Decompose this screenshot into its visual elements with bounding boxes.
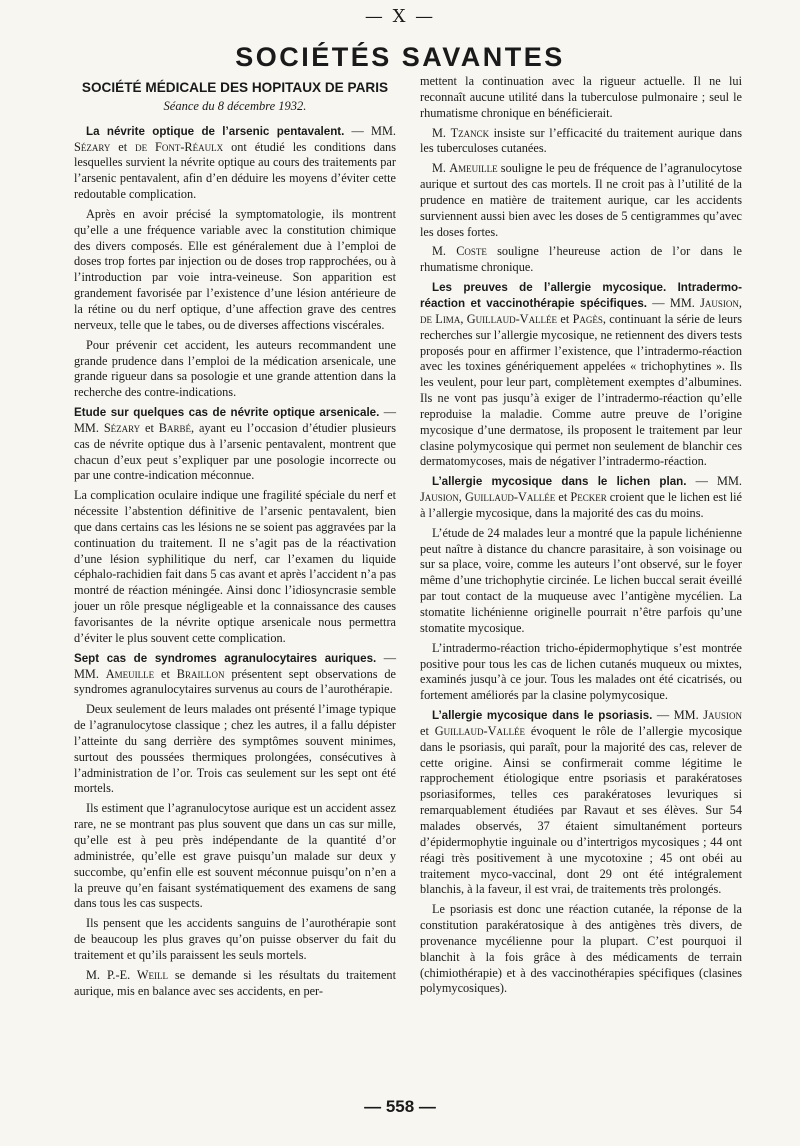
paragraph: Ils estiment que l’agranulocytose aurique est un accident assez rare, ne se montrant pas plus souvent que dans un cas sur mille, qu’elle est à peu près indépendante de la quantité d’or administrée, qu’elle est grave puisqu’un malade sur deux y succombe, qu’enfin elle est souvent méconnue puisqu’on n’en a la preuve qu’en faisant systématiquement des examens de sang dans tous les cas suspects.: [74, 801, 396, 911]
abstract-title: L’allergie mycosique dans le psoriasis.: [432, 709, 653, 723]
author: Ameuille: [105, 666, 155, 681]
author: Barbé: [158, 420, 192, 435]
abstract-text: présentent sept observations de syndromes agranulocytaires survenus au cours de l’aurothérapie.: [74, 666, 396, 697]
abstract-text: évoquent le rôle de l’allergie mycosique dans le psoriasis, qui paraît, pour la majorité des cas, relever de cette origine. Ainsi se confirmerait comme légitime le rapprochement étiologique entre psoriasis et parakératoses psoriasiformes, telles ces parakératoses levuriques si remarquablement étudiées par Ravaut et ses élèves. Sur 54 malades observés, 37 étaient simultanément porteurs d’épidermophytie inguinale ou d’intertrigos mycosiques ; 44 ont réagi très positivement à une mycotoxine ; 45 ont obéi au traitement myco-vaccinal, dont 29 ont été intégralement blanchis, à la faveur, il est vrai, de traitements très prolongés.: [420, 723, 742, 897]
author: Jausion: [700, 295, 739, 310]
author: Coste: [456, 244, 487, 259]
author: de Lima: [420, 311, 461, 326]
left-column: [74, 74, 396, 1003]
abstract-text: ont étudié les conditions dans lesquelles survient la névrite optique au cours des traitements par l’arsenic pentavalent, afin d’en déduire les moyens d’éviter cette redoutable complication.: [74, 139, 396, 202]
paragraph: Le psoriasis est donc une réaction cutanée, la réponse de la constitution parakératosique à des antigènes très divers, de provenance mycélienne pour la plupart. C’est pourquoi il blanchit à la fois grâce à des médicaments de terrain (chimiothérapie) et à des vaccinothérapies spécifiques (clasines polymycosiques).: [420, 902, 742, 996]
abstract-title: L’allergie mycosique dans le lichen plan.: [432, 475, 687, 489]
abstract-nevrite-arsenicale: Etude sur quelques cas de névrite optique arsenicale. — MM. Sézary et Barbé, ayant eu l’occasion d’étudier plusieurs cas de névrite optique dus à l’arsenic pentavalent, montrent que chacun d’eux peut s’expliquer par une posologie incorrecte ou par une contre-indication méconnue.: [74, 405, 396, 483]
author: P.-E. Weill: [106, 967, 168, 982]
author: Sézary: [74, 139, 111, 154]
paragraph: Après en avoir précisé la symptomatologie, ils montrent qu’elle a une fréquence variable avec la constitution chimique des divers composés. Elle est généralement due à l’emploi de doses trop fortes par injection ou de doses trop rapprochées, ou à l’introduction par voie intra-veineuse. Son apparition est grandement favorisée par l’existence d’une lésion antérieure de la rétine ou du nerf optique, d’une affection grave des centres nerveux, telle que le tabes, ou de diverses affections viscérales.: [74, 206, 396, 332]
running-head: — X —: [364, 6, 436, 27]
author: Guillaud-Vallée: [464, 490, 556, 505]
discussion-text: se demande si les résultats du traitement aurique, mis en balance avec ses accidents, en per-: [74, 967, 396, 998]
author: Ameuille: [449, 161, 498, 176]
abstract-lichen-plan: L’allergie mycosique dans le lichen plan. — MM. Jausion, Guillaud-Vallée et Pecker croient que le lichen est lié à l’allergie mycosique, dans la majorité des cas du moins.: [420, 474, 743, 520]
page-number: — 558 —: [364, 1097, 436, 1116]
author: Braillon: [176, 666, 225, 681]
paragraph: La complication oculaire indique une fragilité spéciale du nerf et nécessite l’abstention définitive de l’arsenic pentavalent, bien que dans certains cas les lésions ne se soient pas aggravées par la continuation du traitement. Il ne s’agit pas de la réactivation d’une lésion syphilitique du nerf, car l’examen du liquide céphalo-rachidien fait dans 5 cas avant et après l’accident n’a pas montré de réaction méningée. Ainsi donc l’idiosyncrasie semble jouer un rôle presque négligeable et la connaissance des causes favorisantes de la névrite optique arsenicale nous permettra d’éviter le plus souvent cette complication.: [74, 488, 396, 645]
abstract-title: Les preuves de l’allergie mycosique. Intradermo-réaction et vaccinothérapie spécifiques.: [420, 281, 742, 310]
paragraph: Deux seulement de leurs malades ont présenté l’image typique de l’agranulocytose classique ; chez les autres, il a fallu dépister l’atteinte du sang derrière des symptômes souvent minimes, surtout des poussées thermiques prolongées, consécutives à l’administration de l’or. Trois cas seulement sur les sept ont été mortels.: [74, 702, 396, 796]
session-date: Séance du 8 décembre 1932.: [163, 98, 307, 113]
discussion-text: insiste sur l’efficacité du traitement aurique dans les tuberculoses cutanées.: [420, 125, 742, 156]
author: Jausion: [420, 490, 459, 505]
abstract-nevrite-optique: La névrite optique de l’arsenic pentavalent. — MM. Sézary et de Font-Réaulx ont étudié les conditions dans lesquelles survient la névrite optique au cours des traitements par l’arsenic pentavalent, afin d’en déduire les moyens d’éviter cette redoutable complication.: [74, 123, 396, 202]
abstract-agranulocytaires: Sept cas de syndromes agranulocytaires auriques. — MM. Ameuille et Braillon présentent sept observations de syndromes agranulocytaires survenus au cours de l’aurothérapie.: [74, 650, 396, 697]
discussion-text: souligne le peu de fréquence de l’agranulocytose aurique et surtout des cas mortels. Il ne croit pas à l’utilité de la prudence en matière de traitement aurique, car les accidents surviennent aussi bien avec les doses de 5 centigrammes qu’avec les doses fortes.: [420, 161, 742, 239]
paragraph: Ils pensent que les accidents sanguins de l’aurothérapie sont de beaucoup les plus graves qu’on puisse observer du fait du traitement et qu’ils paraissent les seuls mortels.: [74, 916, 396, 962]
discussion-weill: M. P.-E. Weill se demande si les résultats du traitement aurique, mis en balance avec ses accidents, en per-: [74, 967, 396, 998]
paragraph: Pour prévenir cet accident, les auteurs recommandent une grande prudence dans l’emploi de la médication arsenicale, une grande rigueur dans sa posologie et une grande attention dans la recherche des contre-indications.: [74, 337, 396, 400]
author: Jausion: [703, 708, 743, 723]
discussion-tzanck: M. Tzanck insiste sur l’efficacité du traitement aurique dans les tuberculoses cutanées.: [420, 125, 742, 156]
author: de Font-Réaulx: [135, 139, 224, 154]
author: Pagès: [572, 311, 603, 326]
abstract-preuves-allergie: Les preuves de l’allergie mycosique. Intradermo-réaction et vaccinothérapie spécifiques. — MM. Jausion, de Lima, Guillaud-Vallée et Pagès, continuant la série de leurs recherches sur l’allergie mycosique, ne retiennent des divers tests proposés pour en affirmer l’existence, que l’intradermo-réaction avec les toxines génériquement appelées « trichophytines ». Ils les veulent, pour leur part, complètement exemptes d’albumines. Ils ne vont pas jusqu’à exiger de l’intradermo-réaction qu’elle reproduise la maladie. Comme autre preuve de l’origine mycosique d’une dermatose, ils proposent le traitement par leur clasine polymycosique qui permet non seulement de blanchir ces dermatomycoses, mais de négativer l’intradermo-réaction.: [420, 281, 743, 469]
discussion-ameuille: M. Ameuille souligne le peu de fréquence de l’agranulocytose aurique et surtout des cas mortels. Il ne croit pas à l’utilité de la prudence en matière de traitement aurique, car les accidents surviennent aussi bien avec les doses de 5 centigrammes qu’avec les doses fortes.: [420, 161, 742, 239]
author: Tzanck: [450, 125, 490, 140]
abstract-title: La névrite optique de l’arsenic pentavalent.: [86, 124, 345, 138]
abstract-title: Sept cas de syndromes agranulocytaires auriques.: [74, 651, 377, 665]
discussion-text: souligne l’heureuse action de l’or dans le rhumatisme chronique.: [420, 244, 742, 275]
abstract-text: , continuant la série de leurs recherches sur l’allergie mycosique, ne retiennent des divers tests proposés pour en affirmer l’existence, que l’intradermo-réaction avec les toxines génériquement appelées « trichophytines ». Ils les veulent, pour leur part, complètement exemptes d’albumines. Ils ne vont pas jusqu’à exiger de l’intradermo-réaction qu’elle reproduise la maladie. Comme autre preuve de l’origine mycosique d’une dermatose, ils proposent le traitement par leur clasine polymycosique qui permet non seulement de blanchir ces dermatomycoses, mais de négativer l’intradermo-réaction.: [420, 311, 743, 469]
author: Pecker: [570, 490, 607, 505]
paragraph: mettent la continuation avec la rigueur actuelle. Il ne lui reconnaît aucune utilité dans la tuberculose pulmonaire ; seul le rhumatisme chronique en bénéficierait.: [420, 74, 742, 120]
section-title: SOCIÉTÉS SAVANTES: [235, 42, 565, 72]
author: Guillaud-Vallée: [466, 311, 558, 326]
abstract-text: , ayant eu l’occasion d’étudier plusieurs cas de névrite optique dus à l’arsenic pentavalent, montrent que chacun d’eux peut s’expliquer par une posologie incorrecte ou par une contre-indication méconnue.: [74, 420, 396, 483]
abstract-text: croient que le lichen est lié à l’allergie mycosique, dans la majorité des cas du moins.: [420, 490, 743, 520]
author: Guillaud-Vallée: [434, 723, 526, 738]
abstract-title: Etude sur quelques cas de névrite optique arsenicale.: [74, 406, 380, 420]
paragraph: L’étude de 24 malades leur a montré que la papule lichénienne peut naître à distance du chancre parasitaire, à son voisinage ou sur sa place, voire, comme les auteurs l’ont observé, sur le foyer même d’une trichophytie circinée. Le lichen buccal serait éveillé par tout contact de la muqueuse avec l’antigène mycélien. La stomatite lichénienne originelle pourrait n’être parfois qu’une stomatite mycosique.: [420, 525, 742, 635]
paragraph: L’intradermo-réaction tricho-épidermophytique s’est montrée positive pour tous les cas de lichen cutanés muqueux ou mixtes, examinés jusqu’à ce jour. Tous les malades ont été cicatrisés, ou fortement améliorés par la clasine polymycosique.: [420, 640, 742, 703]
discussion-coste: M. Coste souligne l’heureuse action de l’or dans le rhumatisme chronique.: [420, 244, 742, 275]
abstract-psoriasis: L’allergie mycosique dans le psoriasis. — MM. Jausion et Guillaud-Vallée évoquent le rôle de l’allergie mycosique dans le psoriasis, qui paraît, pour la majorité des cas, relever de cette origine. Ainsi se confirmerait comme légitime le rapprochement étiologique entre psoriasis et parakératoses psoriasiformes, telles ces parakératoses levuriques si remarquablement étudiées par Ravaut et ses élèves. Sur 54 malades observés, 37 étaient simultanément porteurs d’épidermophytie inguinale ou d’intertrigos mycosiques ; 44 ont réagi très positivement à une mycotoxine ; 45 ont obéi au traitement myco-vaccinal, dont 29 ont été intégralement blanchis, à la faveur, il est vrai, de traitements très prolongés.: [420, 708, 743, 897]
society-heading: SOCIÉTÉ MÉDICALE DES HOPITAUX DE PARIS: [81, 80, 389, 95]
right-column: [420, 74, 742, 1001]
author: Sézary: [103, 420, 141, 435]
